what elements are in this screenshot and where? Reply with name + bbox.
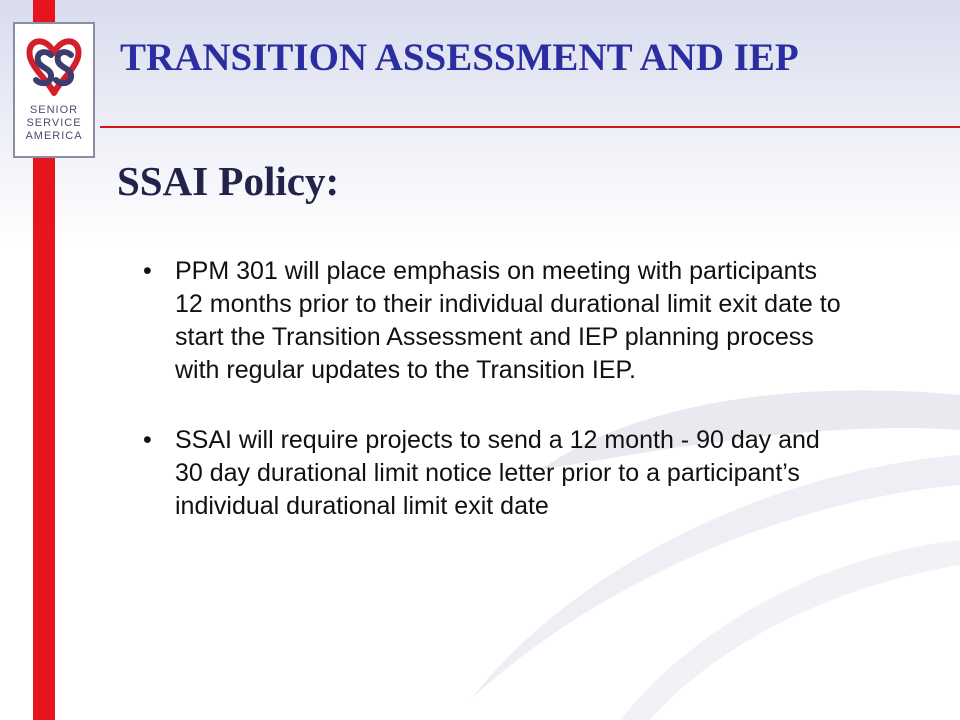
bullet-text: PPM 301 will place emphasis on meeting with participants 12 months prior to their individual durational limit exit date to start the Transition Assessment and IEP planning process with regular updates to the Transition IEP. <box>175 257 841 384</box>
logo-wordmark <box>15 104 93 143</box>
senior-service-america-logo <box>13 22 95 158</box>
bullet-item <box>143 424 843 523</box>
logo-line-senior: SENIOR <box>29 104 79 116</box>
bullet-text: SSAI will require projects to send a 12 month - 90 day and 30 day durational limit notice letter prior to a participant’s individual durational limit exit date <box>175 426 820 520</box>
header-divider-line <box>100 126 960 128</box>
bullet-item <box>143 255 843 387</box>
logo-line-america: AMERICA <box>25 130 83 142</box>
bullet-icon: • <box>143 257 152 285</box>
heart-ss-logo-icon <box>24 31 84 101</box>
bullet-list <box>143 255 843 523</box>
section-subtitle: SSAI Policy: <box>117 158 340 204</box>
slide-title: TRANSITION ASSESSMENT AND IEP <box>120 36 799 79</box>
bullet-icon: • <box>143 426 152 454</box>
logo-line-service: SERVICE <box>26 117 82 129</box>
